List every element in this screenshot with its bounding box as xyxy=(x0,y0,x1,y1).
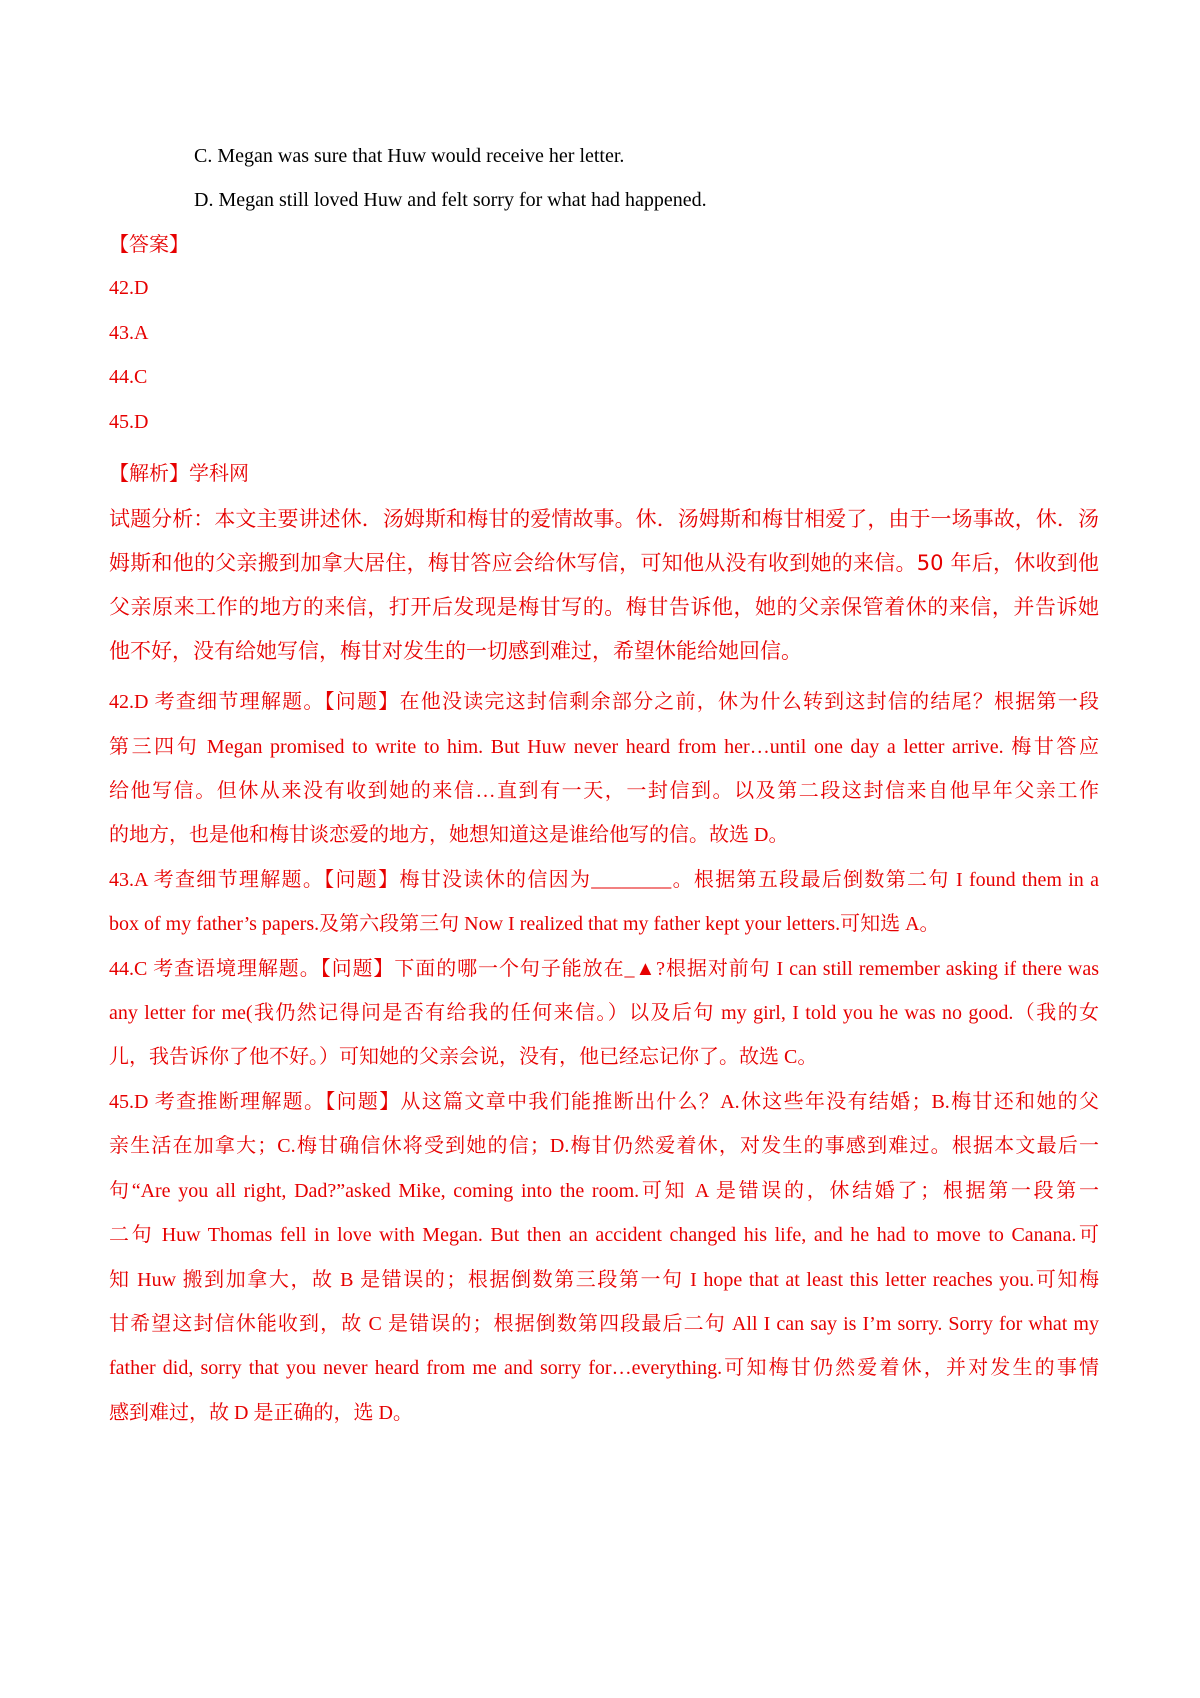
q44-line: 44.C 考查语境理解题。【问题】下面的哪一个句子能放在_▲?根据对前句 I can still remember asking if there was xyxy=(109,958,1099,980)
q45-line: 45.D 考查推断理解题。【问题】从这篇文章中我们能推断出什么？A.休这些年没有结婚；B.梅甘还和她的父 xyxy=(109,1091,1099,1113)
q45-line: 二句 Huw Thomas fell in love with Megan. But then an accident changed his life, and he had to move to Canana.可 xyxy=(109,1224,1099,1246)
answer-item: 45.D xyxy=(109,411,149,433)
q45-line: 甘希望这封信休能收到，故 C 是错误的；根据倒数第四段最后二句 All I can say is I’m sorry. Sorry for what my xyxy=(109,1313,1099,1335)
answer-item: 42.D xyxy=(109,277,149,299)
q44-line: 儿，我告诉你了他不好。）可知她的父亲会说，没有，他已经忘记你了。故选 C。 xyxy=(109,1046,818,1068)
summary-line: 他不好，没有给她写信，梅甘对发生的一切感到难过，希望休能给她回信。 xyxy=(109,639,802,663)
answer-item: 43.A xyxy=(109,322,149,344)
q42-line: 给他写信。但休从来没有收到她的来信…直到有一天，一封信到。以及第二段这封信来自他早年父亲工作 xyxy=(109,780,1099,802)
q45-line: father did, sorry that you never heard from me and sorry for…everything.可知梅甘仍然爱着休，并对发生的事情 xyxy=(109,1357,1099,1379)
summary-line: 试题分析：本文主要讲述休．汤姆斯和梅甘的爱情故事。休．汤姆斯和梅甘相爱了，由于一场事故，休．汤 xyxy=(109,507,1099,531)
q44-line: any letter for me(我仍然记得问是否有给我的任何来信。）以及后句 my girl, I told you he was no good.（我的女 xyxy=(109,1002,1099,1024)
q42-line: 42.D 考查细节理解题。【问题】在他没读完这封信剩余部分之前，休为什么转到这封信的结尾？根据第一段 xyxy=(109,691,1099,713)
summary-line: 姆斯和他的父亲搬到加拿大居住，梅甘答应会给休写信，可知他从没有收到她的来信。50 年后，休收到他 xyxy=(109,551,1099,575)
q43-line: 43.A 考查细节理解题。【问题】梅甘没读休的信因为________。根据第五段最后倒数第二句 I found them in a xyxy=(109,869,1099,891)
answer-heading: 【答案】 xyxy=(109,232,189,256)
answer-item: 44.C xyxy=(109,366,148,388)
q42-line: 的地方，也是他和梅甘谈恋爱的地方，她想知道这是谁给他写的信。故选 D。 xyxy=(109,824,789,846)
q42-line: 第三四句 Megan promised to write to him. But Huw never heard from her…until one day a letter arrive. 梅甘答应 xyxy=(109,736,1099,758)
q45-line: 知 Huw 搬到加拿大，故 B 是错误的；根据倒数第三段第一句 I hope that at least this letter reaches you.可知梅 xyxy=(109,1269,1099,1291)
option-d: D. Megan still loved Huw and felt sorry for what had happened. xyxy=(194,189,707,211)
q43-line: box of my father’s papers.及第六段第三句 Now I realized that my father kept your letters.可知选 A。 xyxy=(109,913,940,935)
q45-line: 句“Are you all right, Dad?”asked Mike, coming into the room.可知 A 是错误的，休结婚了；根据第一段第一 xyxy=(109,1180,1099,1202)
q45-line: 亲生活在加拿大；C.梅甘确信休将受到她的信；D.梅甘仍然爱着休，对发生的事感到难过。根据本文最后一 xyxy=(109,1135,1099,1157)
analysis-heading: 【解析】学科网 xyxy=(109,461,249,485)
summary-line: 父亲原来工作的地方的来信，打开后发现是梅甘写的。梅甘告诉他，她的父亲保管着休的来信，并告诉她 xyxy=(109,595,1099,619)
q45-line: 感到难过，故 D 是正确的，选 D。 xyxy=(109,1402,413,1424)
option-c: C. Megan was sure that Huw would receive her letter. xyxy=(194,145,625,167)
